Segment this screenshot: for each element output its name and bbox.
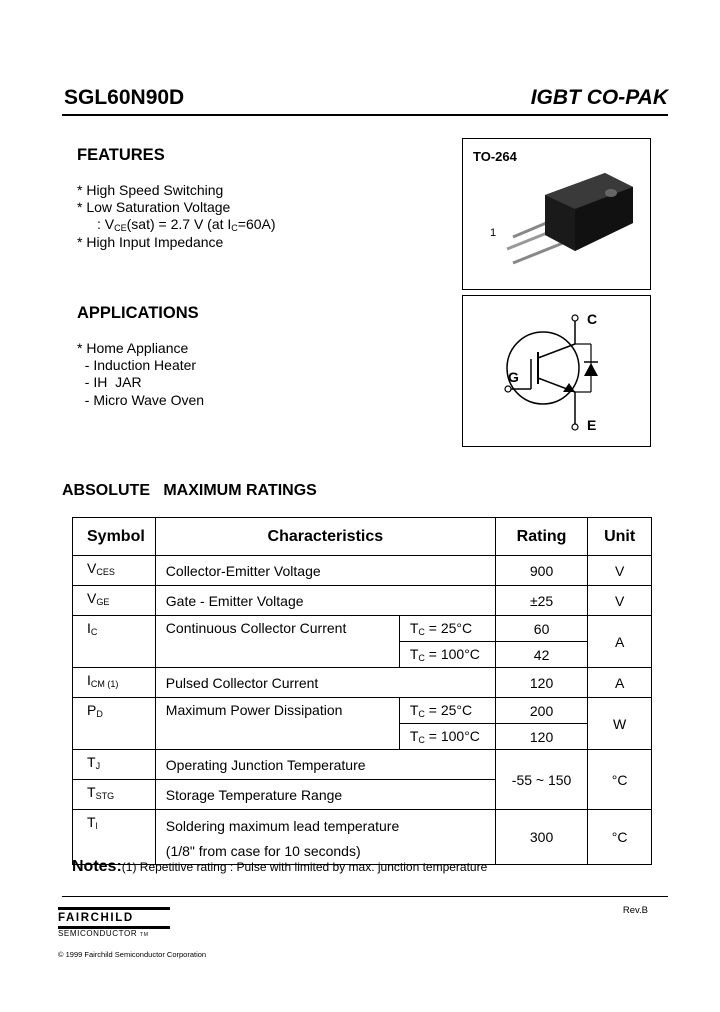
symbol-cell: $T_J$: [73, 750, 156, 780]
package-name: TO-264: [473, 149, 517, 164]
table-row: [73, 668, 652, 698]
symbol-cell: $T_l$: [73, 810, 156, 865]
characteristic-cell: Collector-Emitter Voltage: [155, 556, 495, 586]
schematic-box: [462, 295, 651, 447]
rating-cell: 300: [495, 810, 587, 865]
symbol-cell: $T_{STG}$: [73, 780, 156, 810]
table-header-row: [73, 518, 652, 556]
characteristic-cell: Operating Junction Temperature: [155, 750, 495, 780]
condition-cell: $T_C = 25^\circ C$: [399, 698, 495, 724]
unit-cell: A: [588, 668, 652, 698]
header-characteristics: Characteristics: [155, 518, 495, 556]
collector-label: C: [587, 311, 598, 327]
gate-label: G: [508, 369, 519, 385]
characteristic-cell: Maximum Power Dissipation: [155, 698, 399, 750]
header-divider: [62, 114, 668, 116]
feature-line: * High Input Impedance: [77, 234, 224, 250]
condition-cell: $T_C = 25^\circ C$: [399, 616, 495, 642]
unit-cell: V: [588, 556, 652, 586]
feature-line: * Low Saturation Voltage: [77, 199, 231, 215]
header-unit: Unit: [588, 518, 652, 556]
rating-cell: 60: [495, 616, 587, 642]
symbol-cell: $P_D$: [73, 698, 156, 750]
characteristic-cell: Storage Temperature Range: [155, 780, 495, 810]
unit-cell: W: [588, 698, 652, 750]
unit-cell: °C: [588, 750, 652, 810]
header-rating: Rating: [495, 518, 587, 556]
table-row: [73, 586, 652, 616]
condition-cell: $T_C = 100^\circ C$: [399, 724, 495, 750]
igbt-symbol-icon: [463, 296, 650, 446]
part-number: SGL60N90D: [64, 86, 185, 109]
notes: Notes:(1) Repetitive rating : Pulse with limited by max. junction temperature: [72, 858, 488, 875]
application-line: - Micro Wave Oven: [77, 392, 205, 408]
rating-cell: -55 ~ 150: [495, 750, 587, 810]
ratings-title: ABSOLUTE MAXIMUM RATINGS: [62, 482, 317, 499]
feature-line: * High Speed Switching: [77, 182, 224, 198]
copyright: © 1999 Fairchild Semiconductor Corporation: [58, 950, 207, 959]
characteristic-cell: Soldering maximum lead temperature (1/8" from case for 10 seconds): [155, 810, 495, 865]
table-row: [73, 750, 652, 780]
mounting-hole: [605, 189, 617, 197]
logo-bar-top: [58, 907, 170, 910]
table-row: [73, 810, 652, 865]
features-title: FEATURES: [77, 146, 165, 164]
rating-cell: 120: [495, 724, 587, 750]
condition-cell: $T_C = 100^\circ C$: [399, 642, 495, 668]
symbol-cell: $I_{CM (1)}$: [73, 668, 156, 698]
fairchild-logo: FAIRCHILD: [58, 912, 134, 924]
characteristic-cell: Pulsed Collector Current: [155, 668, 495, 698]
revision: Rev.B: [622, 905, 648, 916]
pin-label: 1: [490, 227, 497, 239]
to264-package-image: [493, 165, 643, 275]
characteristic-cell: Gate - Emitter Voltage: [155, 586, 495, 616]
applications-title: APPLICATIONS: [77, 304, 199, 322]
unit-cell: A: [588, 616, 652, 668]
characteristic-cell: Continuous Collector Current: [155, 616, 399, 668]
footer-divider: [62, 896, 668, 897]
application-line: - IH JAR: [77, 374, 142, 390]
device-type: IGBT CO-PAK: [530, 86, 668, 109]
header-symbol: Symbol: [73, 518, 156, 556]
table-row: [73, 616, 652, 642]
table-row: [73, 698, 652, 724]
package-box: [462, 138, 651, 290]
table-row: [73, 556, 652, 586]
application-line: * Home Appliance: [77, 340, 189, 356]
rating-cell: 200: [495, 698, 587, 724]
emitter-label: E: [587, 417, 597, 433]
rating-cell: 42: [495, 642, 587, 668]
symbol-cell: $V_{GE}$: [73, 586, 156, 616]
unit-cell: V: [588, 586, 652, 616]
symbol-cell: $V_{CES}$: [73, 556, 156, 586]
application-line: - Induction Heater: [77, 357, 197, 373]
feature-vce-line: : $V_{CE}(sat) = 2.7$ V (at $I_C=60A$): [97, 216, 276, 233]
rating-cell: ±25: [495, 586, 587, 616]
rating-cell: 900: [495, 556, 587, 586]
fairchild-logo-sub: SEMICONDUCTOR TM: [58, 929, 149, 938]
symbol-cell: $I_C$: [73, 616, 156, 668]
rating-cell: 120: [495, 668, 587, 698]
unit-cell: °C: [588, 810, 652, 865]
ratings-table: [72, 517, 652, 865]
